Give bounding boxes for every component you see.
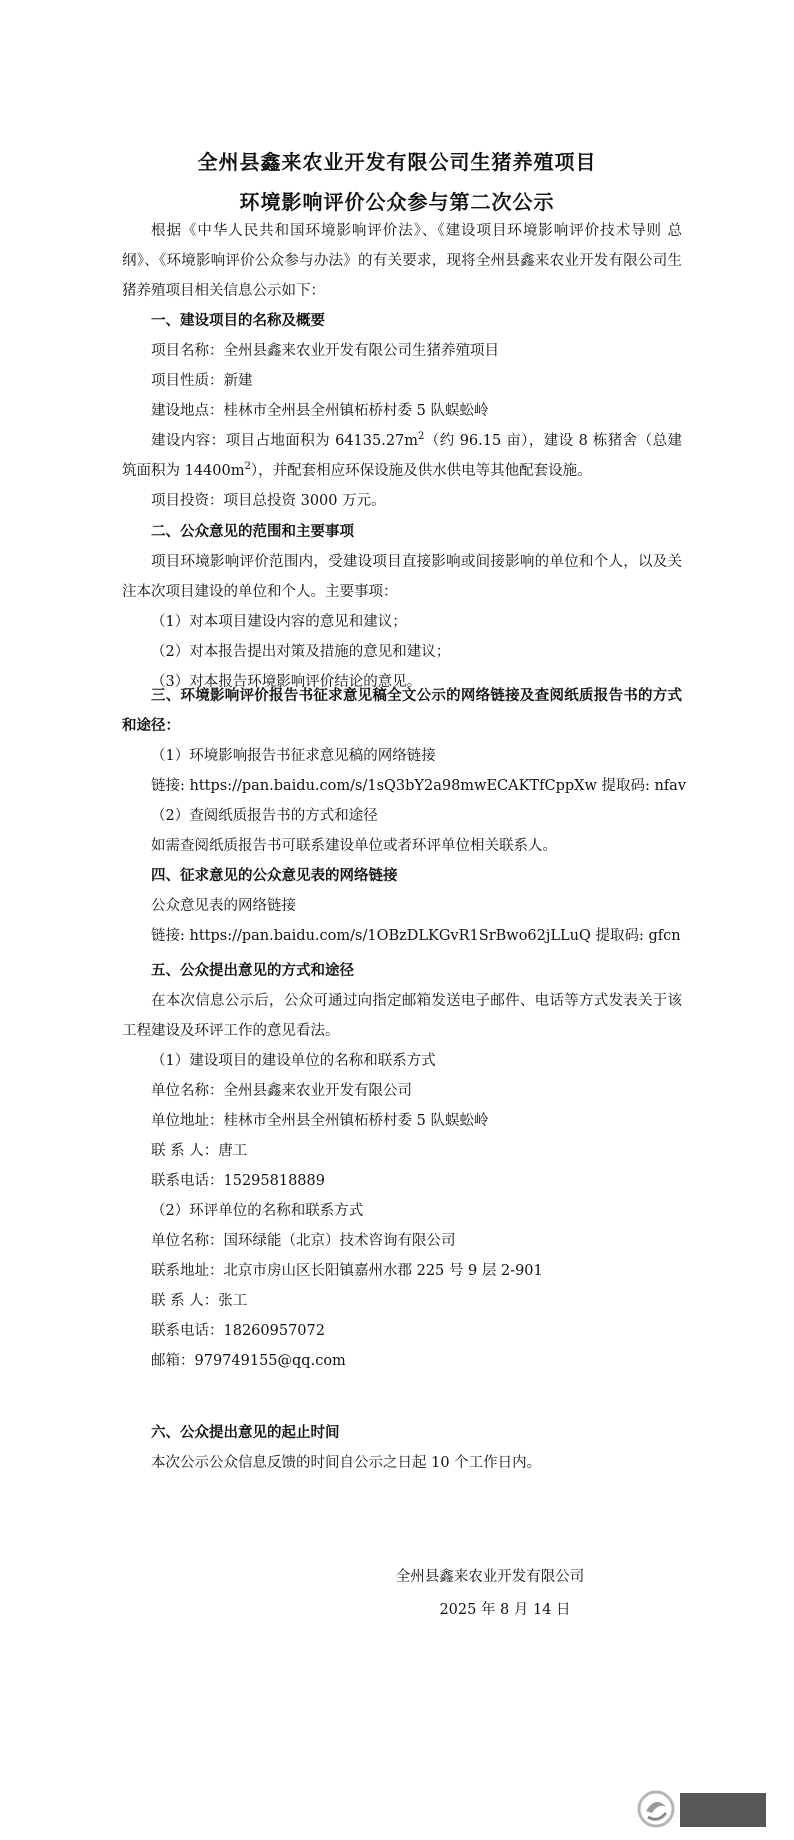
section-5-heading: 五、公众提出意见的方式和途径 <box>151 963 354 979</box>
eia-email[interactable]: 邮箱：979749155@qq.com <box>151 1353 346 1369</box>
builder-unit-address: 单位地址：桂林市全州县全州镇柘桥村委 5 队蜈蚣岭 <box>151 1113 489 1129</box>
project-content-part-a: 建设内容：项目占地面积为 64135.27m <box>151 433 419 449</box>
area-unit-superscript-2: 2 <box>244 461 251 473</box>
project-content-part-b: （约 96.15 亩），建设 8 栋猪舍（总建筑面积为 14400m <box>122 433 682 479</box>
document-title-line2: 环境影响评价公众参与第二次公示 <box>239 190 555 214</box>
eia-unit-address: 联系地址：北京市房山区长阳镇嘉州水郡 225 号 9 层 2-901 <box>151 1263 543 1279</box>
eia-phone: 联系电话：18260957072 <box>151 1323 325 1339</box>
section-2-scope: 项目环境影响评价范围内，受建设项目直接影响或间接影响的单位和个人，以及关注本次项目建设的单位和个人。主要事项： <box>122 554 682 600</box>
section-3-desc: 如需查阅纸质报告书可联系建设单位或者环评单位相关联系人。 <box>151 838 557 854</box>
section-6-desc: 本次公示公众信息反馈的时间自公示之日起 10 个工作日内。 <box>151 1455 542 1471</box>
section-1-heading: 一、建设项目的名称及概要 <box>151 313 325 329</box>
project-investment: 项目投资：项目总投资 3000 万元。 <box>151 493 386 509</box>
section-6-heading: 六、公众提出意见的起止时间 <box>151 1425 340 1441</box>
project-content-part-c: ），并配套相应环保设施及供水供电等其他配套设施。 <box>250 463 592 479</box>
eia-contact-person: 联 系 人：张工 <box>151 1293 248 1309</box>
section-2-item-3: （3）对本报告环境影响评价结论的意见。 <box>151 674 422 690</box>
section-3-sub-1: （1）环境影响报告书征求意见稿的网络链接 <box>151 748 436 764</box>
section-1 <box>122 306 682 516</box>
document-title-line1: 全州县鑫来农业开发有限公司生猪养殖项目 <box>197 150 597 174</box>
project-name: 项目名称：全州县鑫来农业开发有限公司生猪养殖项目 <box>151 343 499 359</box>
section-4-heading: 四、征求意见的公众意见表的网络链接 <box>151 868 398 884</box>
intro-section <box>122 216 682 306</box>
report-link[interactable]: 链接: https://pan.baidu.com/s/1sQ3bY2a98mwECAKTfCppXw 提取码: nfav <box>151 778 687 794</box>
area-unit-superscript-1: 2 <box>418 431 425 443</box>
project-location: 建设地点：桂林市全州县全州镇柘桥村委 5 队蜈蚣岭 <box>151 403 489 419</box>
project-nature: 项目性质：新建 <box>151 373 253 389</box>
watermark-logo-icon <box>636 1789 676 1829</box>
builder-phone: 联系电话：15295818889 <box>151 1173 325 1189</box>
eia-unit-name: 单位名称：国环绿能（北京）技术咨询有限公司 <box>151 1233 456 1249</box>
intro-paragraph: 根据《中华人民共和国环境影响评价法》、《建设项目环境影响评价技术导则 总纲》、《环境影响评价公众参与办法》的有关要求，现将全州县鑫来农业开发有限公司生猪养殖项目相关信息公示如下： <box>122 223 682 299</box>
section-2-item-2: （2）对本报告提出对策及措施的意见和建议； <box>151 644 451 660</box>
section-2-item-1: （1）对本项目建设内容的意见和建议； <box>151 614 407 630</box>
builder-unit-name: 单位名称：全州县鑫来农业开发有限公司 <box>151 1083 412 1099</box>
signature-company: 全州县鑫来农业开发有限公司 <box>395 1569 585 1585</box>
project-content <box>122 426 682 486</box>
watermark-bar <box>680 1793 766 1827</box>
signature-date: 2025 年 8 月 14 日 <box>439 1602 571 1618</box>
section-2 <box>122 517 682 697</box>
section-3 <box>122 681 687 861</box>
section-5-desc: 在本次信息公示后，公众可通过向指定邮箱发送电子邮件、电话等方式发表关于该工程建设及环评工作的意见看法。 <box>122 993 682 1039</box>
section-4 <box>122 861 682 951</box>
section-6 <box>122 1418 682 1478</box>
section-5-sub-1: （1）建设项目的建设单位的名称和联系方式 <box>151 1053 436 1069</box>
section-3-sub-2: （2）查阅纸质报告书的方式和途径 <box>151 808 378 824</box>
section-4-label: 公众意见表的网络链接 <box>151 898 296 914</box>
watermark <box>636 1789 766 1829</box>
section-3-heading: 三、环境影响评价报告书征求意见稿全文公示的网络链接及查阅纸质报告书的方式和途径： <box>122 688 682 734</box>
section-2-heading: 二、公众意见的范围和主要事项 <box>151 524 354 540</box>
section-5 <box>122 956 682 1376</box>
section-5-sub-2: （2）环评单位的名称和联系方式 <box>151 1203 364 1219</box>
opinion-form-link[interactable]: 链接: https://pan.baidu.com/s/1OBzDLKGvR1SrBwo62jLLuQ 提取码: gfcn <box>151 928 681 944</box>
builder-contact-person: 联 系 人：唐工 <box>151 1143 248 1159</box>
